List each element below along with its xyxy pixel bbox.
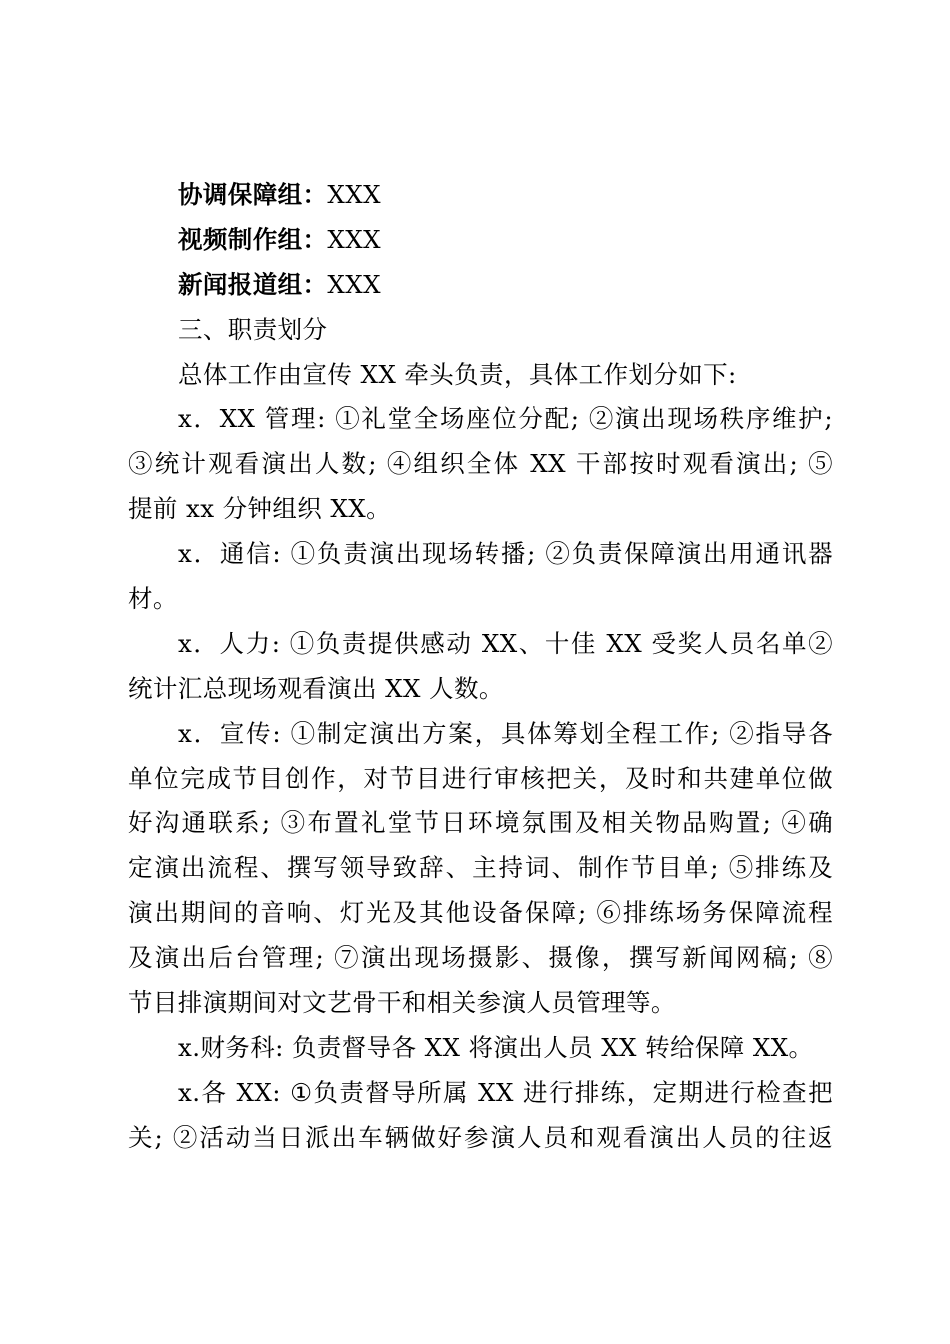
text-line: x．人力: ①负责提供感动 XX、十佳 XX 受奖人员名单② [178,628,833,658]
text-line: 总体工作由宣传 XX 牵头负责，具体工作划分如下: [178,359,737,389]
text-line: 统计汇总现场观看演出 XX 人数。 [128,673,504,703]
group-member: XXX [327,224,381,254]
text-line: 节目排演期间对文艺骨干和相关参演人员管理等。 [128,988,676,1018]
text-line: ③统计观看演出人数; ④组织全体 XX 干部按时观看演出; ⑤ [128,449,833,479]
text-line: 单位完成节目创作，对节目进行审核把关，及时和共建单位做 [128,763,833,793]
group-line-news [128,263,833,308]
group-member: XXX [327,269,381,299]
text-line: x.财务科: 负责督导各 XX 将演出人员 XX 转给保障 XX。 [178,1032,814,1062]
group-line-coordination [128,173,833,218]
text-line: 演出期间的音响、灯光及其他设备保障; ⑥排练场务保障流程 [128,898,833,928]
document-page [128,173,833,1161]
body-text [128,353,833,1161]
group-member: XXX [327,180,381,209]
text-line: x．宣传: ①制定演出方案，具体筹划全程工作; ②指导各 [178,718,833,748]
group-label: 协调保障组： [178,180,328,209]
group-line-video [128,218,833,263]
text-line: 好沟通联系; ③布置礼堂节日环境氛围及相关物品购置; ④确 [128,808,833,838]
text-line: 材。 [128,584,178,614]
text-line: x.各 XX: ①负责督导所属 XX 进行排练，定期进行检查把 [178,1077,833,1107]
text-line: 关; ②活动当日派出车辆做好参演人员和观看演出人员的往返 [128,1122,833,1152]
text-line: 提前 xx 分钟组织 XX。 [128,494,391,524]
text-line: 及演出后台管理; ⑦演出现场摄影、摄像，撰写新闻网稿; ⑧ [128,943,833,973]
text-line: x．XX 管理: ①礼堂全场座位分配; ②演出现场秩序维护; [178,404,833,434]
text-line: x．通信: ①负责演出现场转播; ②负责保障演出用通讯器 [178,539,833,569]
group-label: 视频制作组： [178,224,328,254]
group-label: 新闻报道组： [178,269,328,299]
text-line: 定演出流程、撰写领导致辞、主持词、制作节目单; ⑤排练及 [128,853,833,883]
section-heading: 三、职责划分 [178,314,328,344]
